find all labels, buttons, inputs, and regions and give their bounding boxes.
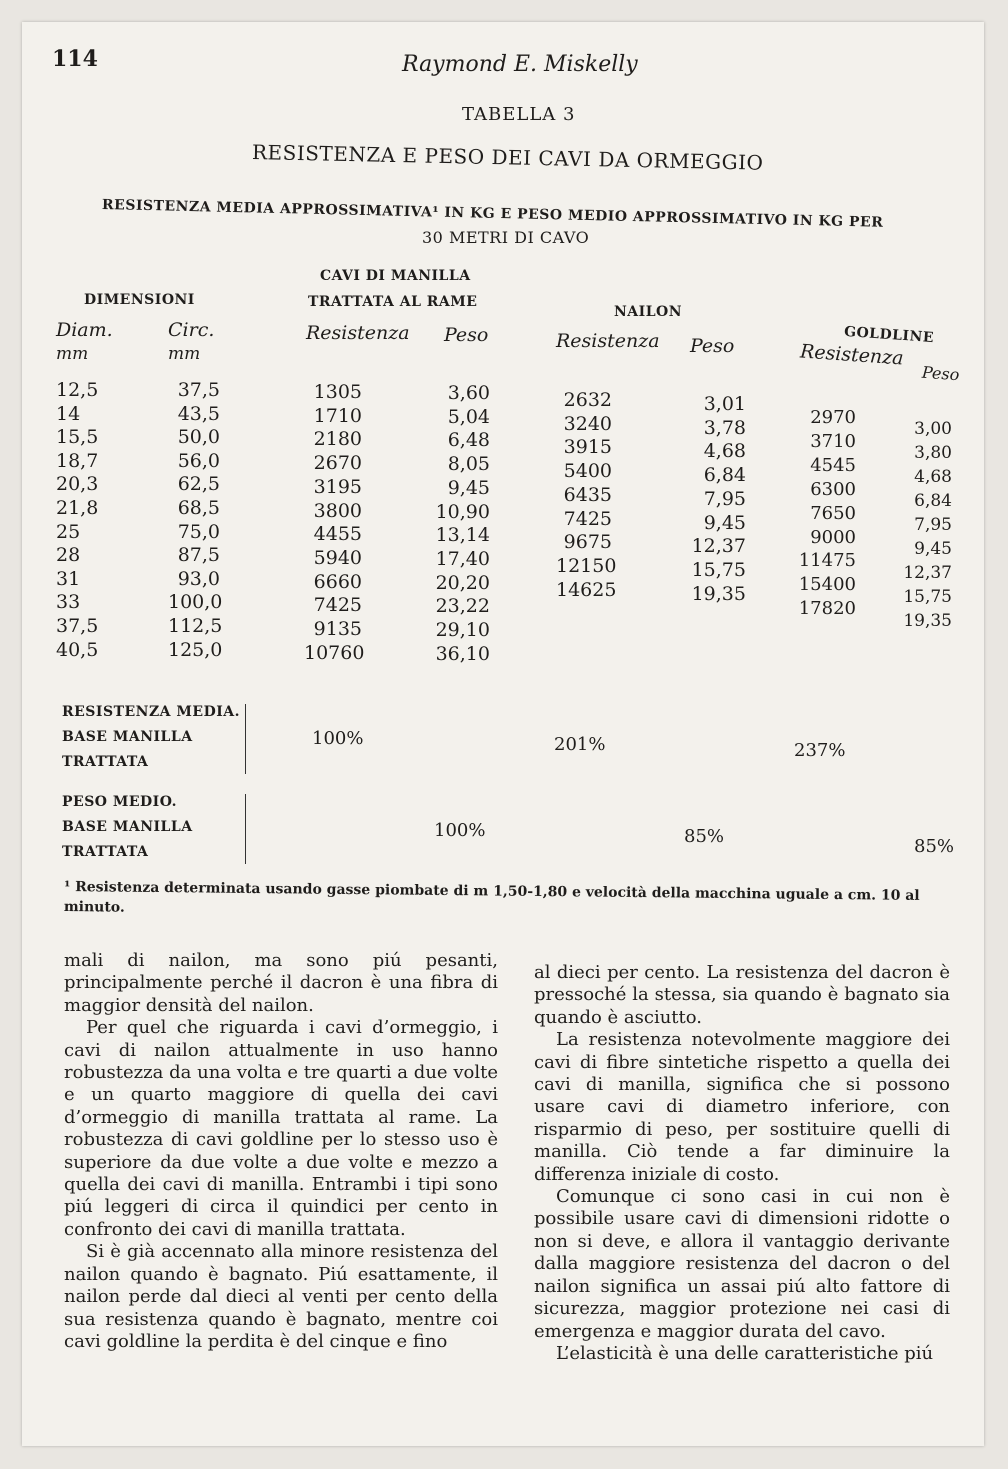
- cell-goldline-peso-4: 7,95: [914, 515, 952, 535]
- cell-goldline-res-4: 7650: [810, 502, 856, 524]
- body-paragraph: Comunque ci sono casi in cui non è possibile usare cavi di dimensioni ridotte o non si deve, e allora il vantaggio derivante dalla maggiore resistenza del dacron o del nailon significa un assai piú alto fattore di sicurezza, maggior protezione nei casi di emergenza e maggior durata del cavo.: [534, 1186, 950, 1342]
- cell-manilla-res-9: 7425: [313, 594, 362, 617]
- cell-manilla-res-11: 10760: [304, 641, 365, 664]
- cell-nailon-res-5: 7425: [563, 507, 612, 530]
- table-subtitle-line1: RESISTENZA MEDIA APPROSSIMATIVA¹ IN KG E PESO MEDIO APPROSSIMATIVO IN KG PER: [101, 197, 884, 231]
- cell-nailon-res-4: 6435: [563, 483, 612, 506]
- cell-circ-1: 43,5: [177, 402, 220, 425]
- cell-diam-5: 21,8: [56, 497, 99, 519]
- col-nailon-peso: Peso: [690, 335, 735, 357]
- cell-diam-2: 15,5: [56, 426, 99, 449]
- cell-manilla-peso-6: 13,14: [435, 524, 490, 547]
- col-manilla-peso: Peso: [444, 324, 489, 346]
- cell-goldline-res-5: 9000: [810, 526, 856, 548]
- summary-peso-label-line3: TRATTATA: [62, 844, 149, 860]
- body-paragraph: L’elasticità è una delle caratteristiche piú: [556, 1342, 934, 1364]
- col-circ: Circ.: [168, 319, 215, 341]
- cell-goldline-peso-8: 19,35: [903, 611, 952, 631]
- cell-nailon-res-7: 12150: [556, 554, 617, 577]
- cell-circ-3: 56,0: [177, 449, 220, 472]
- header-goldline: GOLDLINE: [843, 323, 935, 347]
- cell-goldline-res-8: 17820: [798, 598, 856, 620]
- summary-resistenza-manilla: 100%: [312, 728, 364, 749]
- cell-diam-1: 14: [56, 402, 81, 425]
- cell-goldline-res-6: 11475: [798, 550, 856, 572]
- brace-resistenza: [242, 704, 246, 774]
- cell-goldline-res-2: 4545: [810, 454, 856, 476]
- summary-resistenza-nailon: 201%: [554, 734, 606, 755]
- summary-peso-nailon: 85%: [684, 826, 725, 847]
- table-number: TABELLA 3: [462, 104, 576, 125]
- cell-nailon-peso-8: 19,35: [691, 582, 746, 605]
- summary-peso-manilla: 100%: [434, 820, 486, 841]
- summary-resistenza-goldline: 237%: [794, 740, 846, 761]
- cell-diam-6: 25: [56, 520, 81, 543]
- cell-nailon-peso-3: 6,84: [703, 464, 746, 487]
- col-diam-unit: mm: [56, 344, 89, 364]
- header-manilla-line2: TRATTATA AL RAME: [308, 294, 478, 310]
- cell-circ-11: 125,0: [168, 638, 223, 661]
- page-number: 114: [52, 46, 98, 72]
- cell-circ-5: 68,5: [177, 497, 220, 519]
- cell-nailon-res-0: 2632: [563, 389, 612, 411]
- cell-circ-6: 75,0: [177, 520, 220, 543]
- summary-peso-label-line2: BASE MANILLA: [62, 819, 193, 835]
- table-footnote: ¹ Resistenza determinata usando gasse piombate di m 1,50-1,80 e velocità della macchina uguale a cm. 10 al minuto.: [63, 879, 920, 916]
- col-goldline-resistenza: Resistenza: [799, 340, 905, 370]
- header-nailon: NAILON: [614, 304, 683, 320]
- cell-manilla-res-3: 2670: [313, 452, 362, 475]
- body-paragraph: La resistenza notevolmente maggiore dei cavi di fibre sintetiche rispetto a quella dei cavi di manilla, significa che si possono usare cavi di diametro inferiore, con risparmio di peso, per sostituire quelli di manilla. Ciò tende a far diminuire la differenza iniziale di costo.: [534, 1029, 950, 1185]
- cell-nailon-res-6: 9675: [563, 531, 612, 554]
- cell-nailon-res-3: 5400: [563, 460, 612, 483]
- cell-manilla-res-8: 6660: [313, 570, 362, 593]
- cell-nailon-peso-4: 7,95: [703, 487, 746, 510]
- cell-circ-4: 62,5: [177, 473, 220, 496]
- cell-manilla-peso-9: 23,22: [435, 595, 490, 618]
- body-paragraph: Si è già accennato alla minore resistenza del nailon quando è bagnato. Piú esattamente, il nailon perde dal dieci al venti per cento della sua resistenza quando è bagnato, mentre coi cavi goldline la perdita è del cinque e fino: [64, 1241, 498, 1352]
- body-paragraph: al dieci per cento. La resistenza del dacron è pressoché la stessa, sia quando è bagnato sia quando è asciutto.: [534, 962, 950, 1028]
- col-diam: Diam.: [56, 319, 113, 341]
- cell-manilla-res-10: 9135: [313, 618, 362, 640]
- cell-diam-11: 40,5: [56, 638, 99, 661]
- col-nailon-resistenza: Resistenza: [556, 330, 660, 352]
- table-title: RESISTENZA E PESO DEI CAVI DA ORMEGGIO: [251, 140, 764, 175]
- cell-diam-4: 20,3: [56, 473, 99, 496]
- cell-manilla-peso-1: 5,04: [447, 405, 490, 428]
- cell-manilla-res-1: 1710: [313, 404, 362, 427]
- cell-manilla-peso-0: 3,60: [447, 382, 490, 404]
- header-manilla-line1: CAVI DI MANILLA: [320, 268, 471, 284]
- cell-diam-3: 18,7: [56, 449, 99, 472]
- cell-nailon-res-1: 3240: [563, 412, 612, 435]
- cell-manilla-res-2: 2180: [313, 428, 362, 451]
- summary-peso-label-line1: PESO MEDIO.: [62, 794, 177, 810]
- cell-goldline-peso-1: 3,80: [914, 443, 952, 463]
- cell-goldline-peso-3: 6,84: [914, 491, 952, 511]
- body-paragraph: mali di nailon, ma sono piú pesanti, principalmente perché il dacron è una fibra di maggior densità del nailon.: [64, 950, 498, 1016]
- cell-manilla-res-6: 4455: [313, 523, 362, 546]
- cell-goldline-peso-7: 15,75: [903, 587, 952, 607]
- body-paragraph: Per quel che riguarda i cavi d’ormeggio, i cavi di nailon attualmente in uso hanno robustezza da una volta e tre quarti a due volte e un quarto maggiore di quella dei cavi d’ormeggio di manilla trattata al rame. La robustezza di cavi goldline per lo stesso uso è superiore da due volte a due volte e mezzo a quella dei cavi di manilla. Entrambi i tipi sono piú leggeri di circa il quindici per cento in confronto dei cavi di manilla trattata.: [64, 1017, 498, 1240]
- summary-resistenza-label-line3: TRATTATA: [62, 754, 149, 770]
- cell-diam-8: 31: [56, 567, 81, 590]
- col-manilla-resistenza: Resistenza: [306, 322, 410, 344]
- cell-manilla-peso-5: 10,90: [435, 500, 490, 523]
- col-circ-unit: mm: [168, 344, 201, 364]
- cell-goldline-peso-2: 4,68: [914, 467, 952, 487]
- cell-manilla-res-0: 1305: [313, 381, 362, 403]
- cell-circ-0: 37,5: [177, 379, 220, 401]
- summary-peso-goldline: 85%: [914, 836, 955, 857]
- cell-diam-10: 37,5: [56, 615, 99, 637]
- cell-nailon-peso-0: 3,01: [703, 393, 746, 415]
- cell-goldline-res-1: 3710: [810, 430, 856, 452]
- cell-manilla-peso-11: 36,10: [435, 642, 490, 665]
- table-subtitle-line2: 30 METRI DI CAVO: [422, 228, 590, 247]
- brace-peso: [242, 794, 246, 864]
- cell-manilla-peso-7: 17,40: [435, 547, 490, 570]
- cell-circ-8: 93,0: [177, 567, 220, 590]
- cell-nailon-peso-7: 15,75: [691, 558, 746, 581]
- cell-manilla-res-4: 3195: [313, 475, 362, 498]
- cell-circ-7: 87,5: [177, 544, 220, 567]
- cell-goldline-res-7: 15400: [798, 574, 856, 596]
- cell-diam-0: 12,5: [56, 379, 99, 401]
- cell-goldline-peso-6: 12,37: [903, 563, 952, 583]
- col-goldline-peso: Peso: [921, 362, 960, 385]
- cell-diam-7: 28: [56, 544, 81, 567]
- cell-nailon-res-2: 3915: [563, 436, 612, 459]
- cell-manilla-peso-4: 9,45: [447, 476, 490, 499]
- summary-resistenza-label: [62, 700, 240, 775]
- cell-nailon-res-8: 14625: [556, 578, 617, 601]
- cell-manilla-peso-3: 8,05: [447, 453, 490, 476]
- summary-resistenza-label-line1: RESISTENZA MEDIA.: [62, 704, 241, 720]
- cell-goldline-peso-5: 9,45: [914, 539, 952, 559]
- cell-circ-2: 50,0: [177, 426, 220, 449]
- summary-resistenza-label-line2: BASE MANILLA: [62, 729, 193, 745]
- cell-nailon-peso-2: 4,68: [703, 440, 746, 463]
- running-head: Raymond E. Miskelly: [402, 52, 638, 77]
- cell-goldline-peso-0: 3,00: [914, 419, 952, 439]
- cell-manilla-res-7: 5940: [313, 546, 362, 569]
- book-page: [22, 22, 984, 1446]
- cell-manilla-peso-2: 6,48: [447, 429, 490, 452]
- cell-manilla-peso-8: 20,20: [435, 571, 490, 594]
- cell-goldline-res-3: 6300: [810, 478, 856, 500]
- cell-circ-9: 100,0: [168, 591, 223, 614]
- cell-goldline-res-0: 2970: [810, 407, 856, 428]
- cell-circ-10: 112,5: [168, 615, 223, 637]
- cell-nailon-peso-1: 3,78: [703, 416, 746, 439]
- body-column-right: [534, 962, 950, 1365]
- cell-nailon-peso-5: 9,45: [703, 511, 746, 534]
- summary-peso-label: [62, 790, 193, 865]
- cell-manilla-peso-10: 29,10: [435, 619, 490, 641]
- cell-nailon-peso-6: 12,37: [691, 535, 746, 558]
- body-column-left: [64, 950, 498, 1353]
- cell-manilla-res-5: 3800: [313, 499, 362, 522]
- cell-diam-9: 33: [56, 591, 81, 614]
- header-dimensioni: DIMENSIONI: [84, 292, 195, 308]
